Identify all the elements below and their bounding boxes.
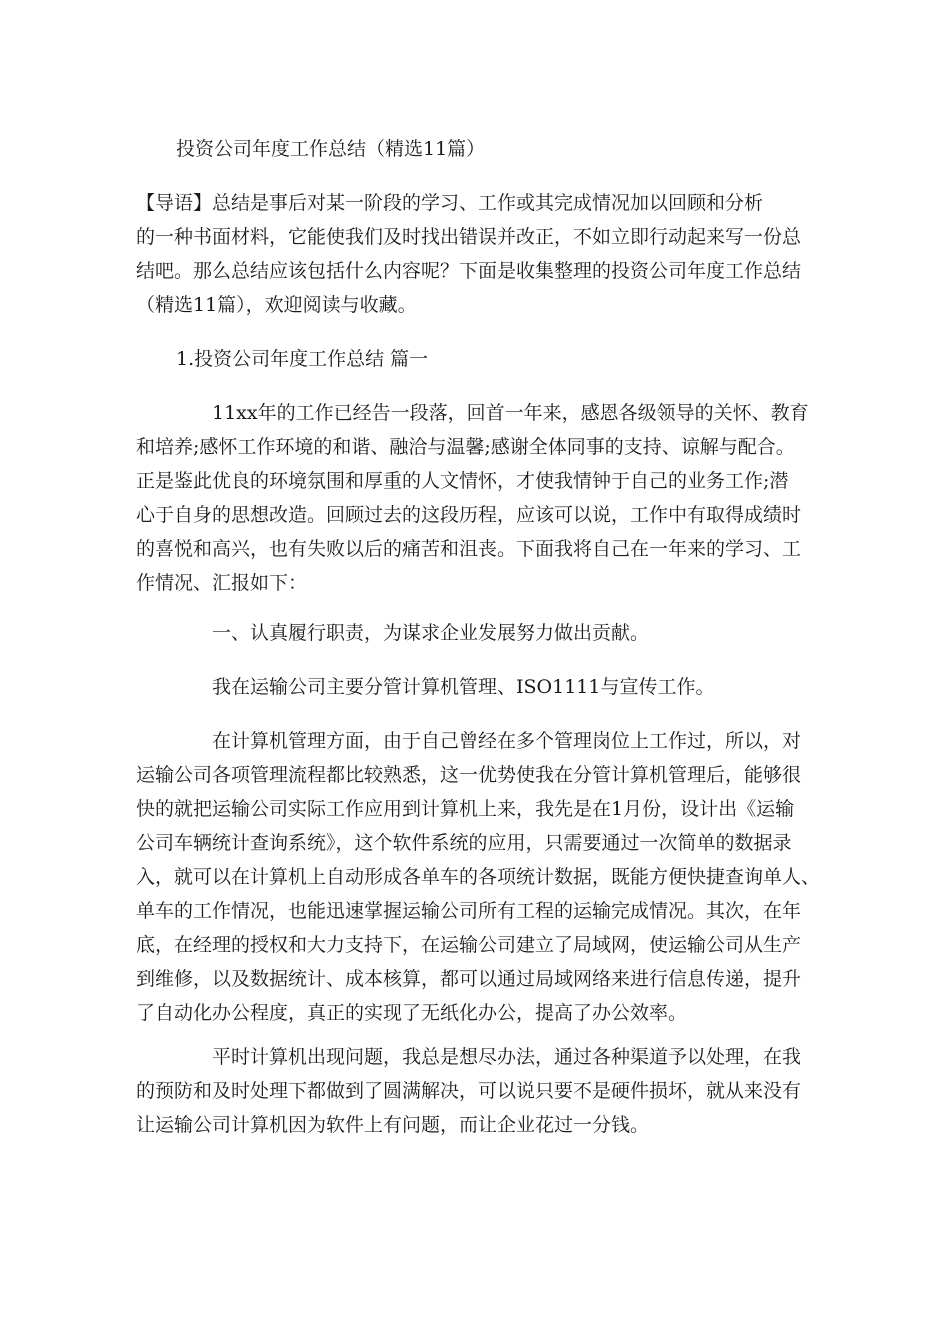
intro-line: 结吧。那么总结应该包括什么内容呢？下面是收集整理的投资公司年度工作总结 [136, 260, 802, 282]
paragraph-line: 的喜悦和高兴，也有失败以后的痛苦和沮丧。下面我将自己在一年来的学习、工 [136, 538, 802, 560]
intro-line: 【导语】总结是事后对某一阶段的学习、工作或其完成情况加以回顾和分析 [136, 192, 764, 214]
paragraph-line: 底，在经理的授权和大力支持下，在运输公司建立了局域网，使运输公司从生产 [136, 934, 802, 956]
section-heading: 1.投资公司年度工作总结 篇一 [176, 348, 429, 370]
paragraph-line: 正是鉴此优良的环境氛围和厚重的人文情怀，才使我情钟于自己的业务工作;潜 [136, 470, 789, 492]
paragraph-line: 运输公司各项管理流程都比较熟悉，这一优势使我在分管计算机管理后，能够很 [136, 764, 802, 786]
paragraph-line: 我在运输公司主要分管计算机管理、ISO1111与宣传工作。 [212, 676, 715, 698]
paragraph-line: 快的就把运输公司实际工作应用到计算机上来，我先是在1月份，设计出《运输 [136, 798, 795, 820]
document-title: 投资公司年度工作总结（精选11篇） [176, 138, 486, 160]
paragraph-3 [136, 670, 826, 704]
paragraph-line: 在计算机管理方面，由于自己曾经在多个管理岗位上工作过，所以，对 [212, 730, 802, 752]
paragraph-line: 的预防和及时处理下都做到了圆满解决，可以说只要不是硬件损坏，就从来没有 [136, 1080, 802, 1102]
intro-line: 的一种书面材料，它能使我们及时找出错误并改正，不如立即行动起来写一份总 [136, 226, 802, 248]
paragraph-line: 作情况、汇报如下： [136, 572, 308, 594]
paragraph-line: 11xx年的工作已经告一段落，回首一年来，感恩各级领导的关怀、教育 [212, 402, 809, 424]
paragraph-line: 一、认真履行职责，为谋求企业发展努力做出贡献。 [212, 622, 650, 644]
paragraph-line: 心于自身的思想改造。回顾过去的这段历程，应该可以说，工作中有取得成绩时 [136, 504, 802, 526]
paragraph-2 [136, 616, 826, 650]
paragraph-line: 了自动化办公程度，真正的实现了无纸化办公，提高了办公效率。 [136, 1002, 688, 1024]
paragraph-line: 到维修，以及数据统计、成本核算，都可以通过局域网络来进行信息传递，提升 [136, 968, 802, 990]
paragraph-line: 入，就可以在计算机上自动形成各单车的各项统计数据，既能方便快捷查询单人、 [136, 866, 821, 888]
paragraph-5 [136, 1040, 826, 1142]
paragraph-line: 平时计算机出现问题，我总是想尽办法，通过各种渠道予以处理，在我 [212, 1046, 802, 1068]
paragraph-line: 公司车辆统计查询系统》，这个软件系统的应用，只需要通过一次简单的数据录 [136, 832, 792, 854]
paragraph-line: 和培养;感怀工作环境的和谐、融洽与温馨;感谢全体同事的支持、谅解与配合。 [136, 436, 795, 458]
paragraph-4 [136, 724, 826, 1030]
paragraph-line: 让运输公司计算机因为软件上有问题，而让企业花过一分钱。 [136, 1114, 650, 1136]
intro-paragraph [136, 186, 826, 322]
paragraph-line: 单车的工作情况，也能迅速掌握运输公司所有工程的运输完成情况。其次，在年 [136, 900, 802, 922]
intro-line: （精选11篇），欢迎阅读与收藏。 [136, 294, 417, 316]
paragraph-1 [136, 396, 826, 600]
